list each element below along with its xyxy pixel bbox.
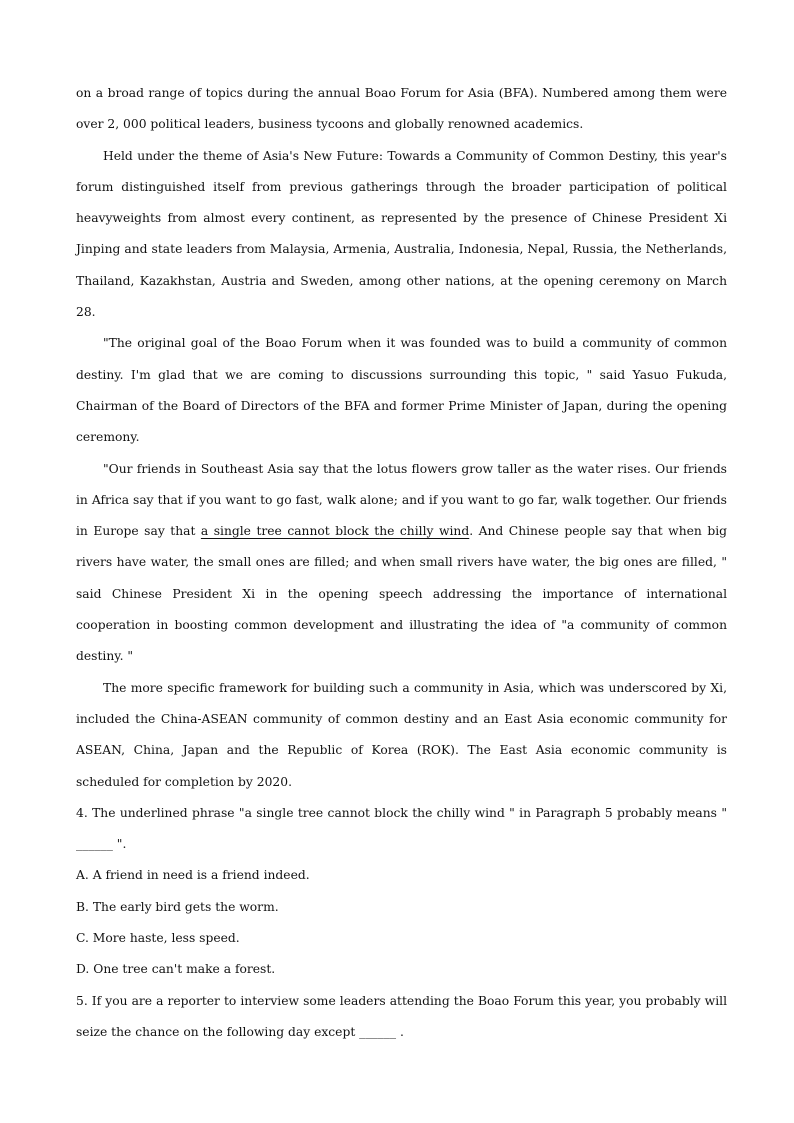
paragraph-4-text-before: "Our friends in Southeast Asia say that the lotus flowers grow taller as the water rises. Our friends in Africa say that if you want to go fast, walk alone; and if you want to go far, walk together. Our friends in Europe say that <box>76 461 727 539</box>
question-4-option-b: B. The early bird gets the worm. <box>76 899 279 914</box>
question-4-option-a: A. A friend in need is a friend indeed. <box>76 868 310 883</box>
paragraph-2: Held under the theme of Asia's New Future: Towards a Community of Common Destiny, this year's forum distinguished itself from previous gatherings through the broader participation of political heavyweights from almost every continent, as represented by the presence of Chinese President Xi Jinping and state leaders from Malaysia, Armenia, Australia, Indonesia, Nepal, Russia, the Netherlands, Thailand, Kazakhstan, Austria and Sweden, among other nations, at the opening ceremony on March 28. <box>76 148 727 320</box>
document-page <box>76 78 727 1048</box>
paragraph-4-text-after: . And Chinese people say that when big rivers have water, the small ones are filled; and when small rivers have water, the big ones are filled, " said Chinese President Xi in the opening speech addressing the importance of international cooperation in boosting common development and illustrating the idea of "a community of common destiny. " <box>76 524 727 664</box>
paragraph-1: on a broad range of topics during the annual Boao Forum for Asia (BFA). Numbered among them were over 2, 000 political leaders, business tycoons and globally renowned academics. <box>76 86 727 132</box>
question-5-stem: 5. If you are a reporter to interview some leaders attending the Boao Forum this year, you probably will seize the chance on the following day except ______ . <box>76 993 727 1039</box>
paragraph-5: The more specific framework for building such a community in Asia, which was underscored by Xi, included the China-ASEAN community of common destiny and an East Asia economic community for ASEAN, China, Japan and the Republic of Korea (ROK). The East Asia economic community is scheduled for completion by 2020. <box>76 680 727 789</box>
underlined-phrase: a single tree cannot block the chilly wind <box>200 524 470 539</box>
question-4-stem: 4. The underlined phrase "a single tree cannot block the chilly wind " in Paragraph 5 probably means " ______ ". <box>76 805 727 852</box>
question-4-option-d: D. One tree can't make a forest. <box>76 962 276 977</box>
paragraph-3: "The original goal of the Boao Forum when it was founded was to build a community of common destiny. I'm glad that we are coming to discussions surrounding this topic, " said Yasuo Fukuda, Chairman of the Board of Directors of the BFA and former Prime Minister of Japan, during the opening ceremony. <box>76 336 727 445</box>
question-4-option-c: C. More haste, less speed. <box>76 931 240 946</box>
paragraph-4 <box>76 454 727 673</box>
